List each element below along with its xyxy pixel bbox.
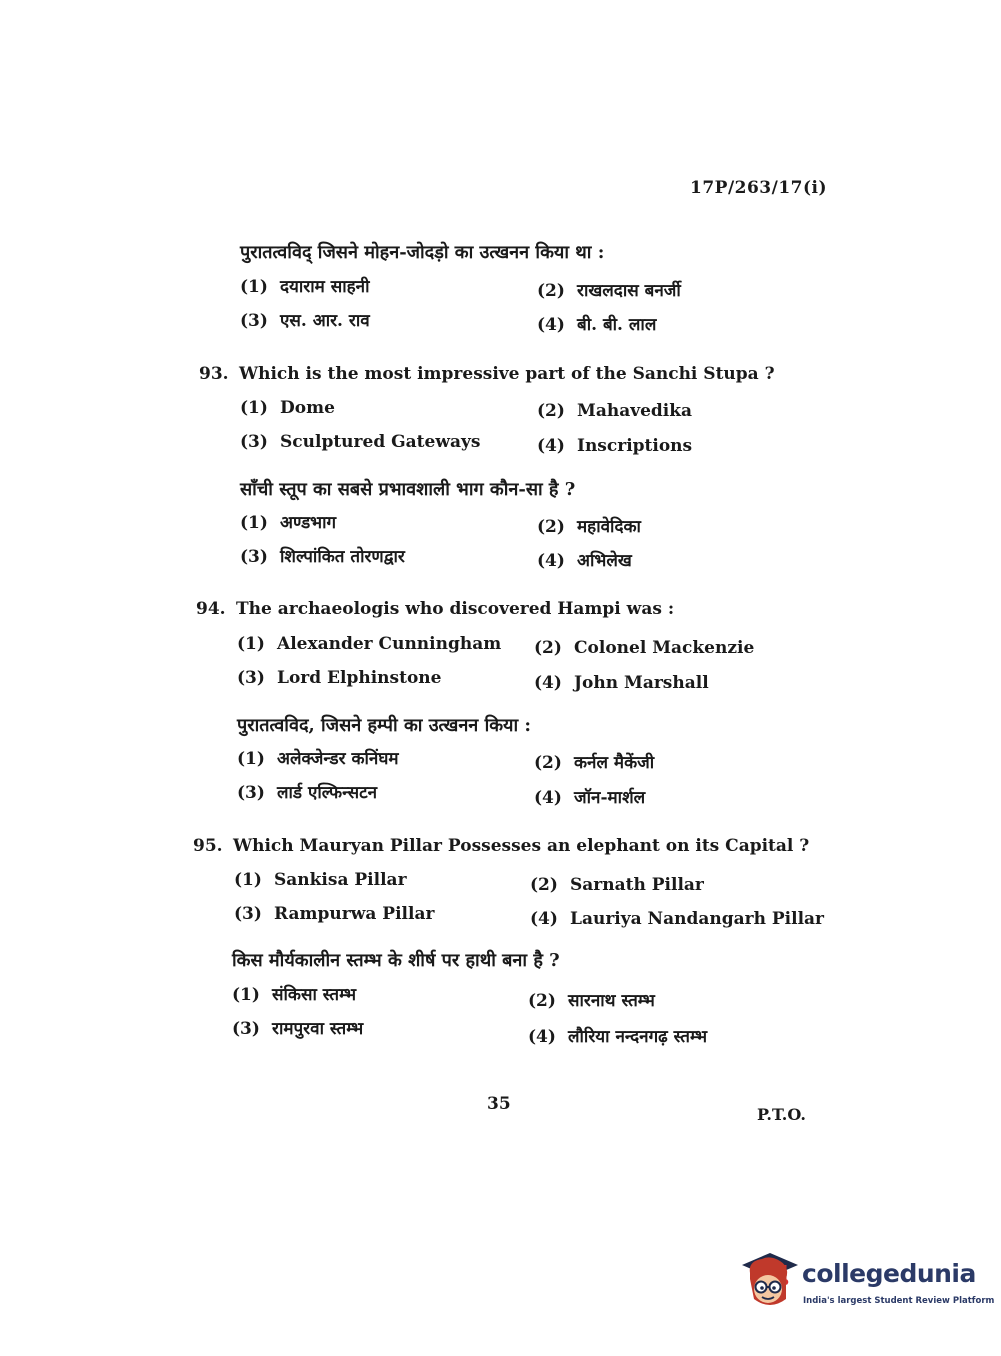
logo-brand-text: collegedunia (802, 1259, 976, 1288)
q92-hi-option-3: (3) एस. आर. राव (240, 311, 370, 331)
q93-option-2: (2) Mahavedika (537, 401, 693, 421)
q92-hindi-question: पुरातत्वविद् जिसने मोहन-जोदड़ो का उत्खनन किया था : (240, 242, 605, 263)
q92-hi-option-2: (2) राखलदास बनर्जी (537, 281, 681, 301)
page-number: 35 (487, 1094, 511, 1114)
q93-hi-option-2: (2) महावेदिका (537, 517, 641, 537)
q93-option-1: (1) Dome (240, 398, 335, 418)
q94-hindi-question: पुरातत्वविद, जिसने हम्पी का उत्खनन किया : (237, 715, 532, 736)
q93-hi-option-4: (4) अभिलेख (537, 551, 632, 571)
logo-tagline: India's largest Student Review Platform (803, 1296, 995, 1306)
q92-hi-option-4: (4) बी. बी. लाल (537, 315, 657, 335)
q93-question: 93. Which is the most impressive part of the Sanchi Stupa ? (199, 364, 775, 384)
q94-option-2: (2) Colonel Mackenzie (534, 638, 755, 658)
q95-hindi-question: किस मौर्यकालीन स्तम्भ के शीर्ष पर हाथी बना है ? (232, 950, 560, 971)
q95-option-3: (3) Rampurwa Pillar (234, 904, 435, 924)
q95-option-4: (4) Lauriya Nandangarh Pillar (530, 909, 824, 929)
q95-option-1: (1) Sankisa Pillar (234, 870, 407, 890)
paper-code: 17P/263/17(i) (690, 178, 828, 198)
q93-hi-option-3: (3) शिल्पांकित तोरणद्वार (240, 547, 405, 567)
q95-option-2: (2) Sarnath Pillar (530, 875, 704, 895)
q94-hi-option-1: (1) अलेक्जेन्डर कनिंघम (237, 749, 399, 769)
q93-option-4: (4) Inscriptions (537, 436, 693, 456)
q95-hi-option-2: (2) सारनाथ स्तम्भ (528, 991, 655, 1011)
q93-hi-option-1: (1) अण्डभाग (240, 513, 337, 533)
graduate-mascot-icon (740, 1249, 800, 1313)
q95-question: 95. Which Mauryan Pillar Possesses an elephant on its Capital ? (193, 836, 810, 856)
q92-hi-option-1: (1) दयाराम साहनी (240, 277, 370, 297)
q94-hi-option-3: (3) लार्ड एल्फिन्सटन (237, 783, 378, 803)
q94-option-4: (4) John Marshall (534, 673, 709, 693)
q94-hi-option-4: (4) जॉन-मार्शल (534, 788, 646, 808)
pto-label: P.T.O. (757, 1105, 806, 1124)
q93-hindi-question: साँची स्तूप का सबसे प्रभावशाली भाग कौन-सा है ? (240, 479, 576, 500)
q94-question: 94. The archaeologis who discovered Hampi was : (196, 599, 675, 619)
q95-hi-option-1: (1) संकिसा स्तम्भ (232, 985, 357, 1005)
collegedunia-logo (740, 1249, 995, 1313)
q95-hi-option-4: (4) लौरिया नन्दनगढ़ स्तम्भ (528, 1027, 708, 1047)
q94-hi-option-2: (2) कर्नल मैकेंजी (534, 753, 655, 773)
q94-option-1: (1) Alexander Cunningham (237, 634, 502, 654)
q93-option-3: (3) Sculptured Gateways (240, 432, 481, 452)
q94-option-3: (3) Lord Elphinstone (237, 668, 442, 688)
q95-hi-option-3: (3) रामपुरवा स्तम्भ (232, 1019, 364, 1039)
